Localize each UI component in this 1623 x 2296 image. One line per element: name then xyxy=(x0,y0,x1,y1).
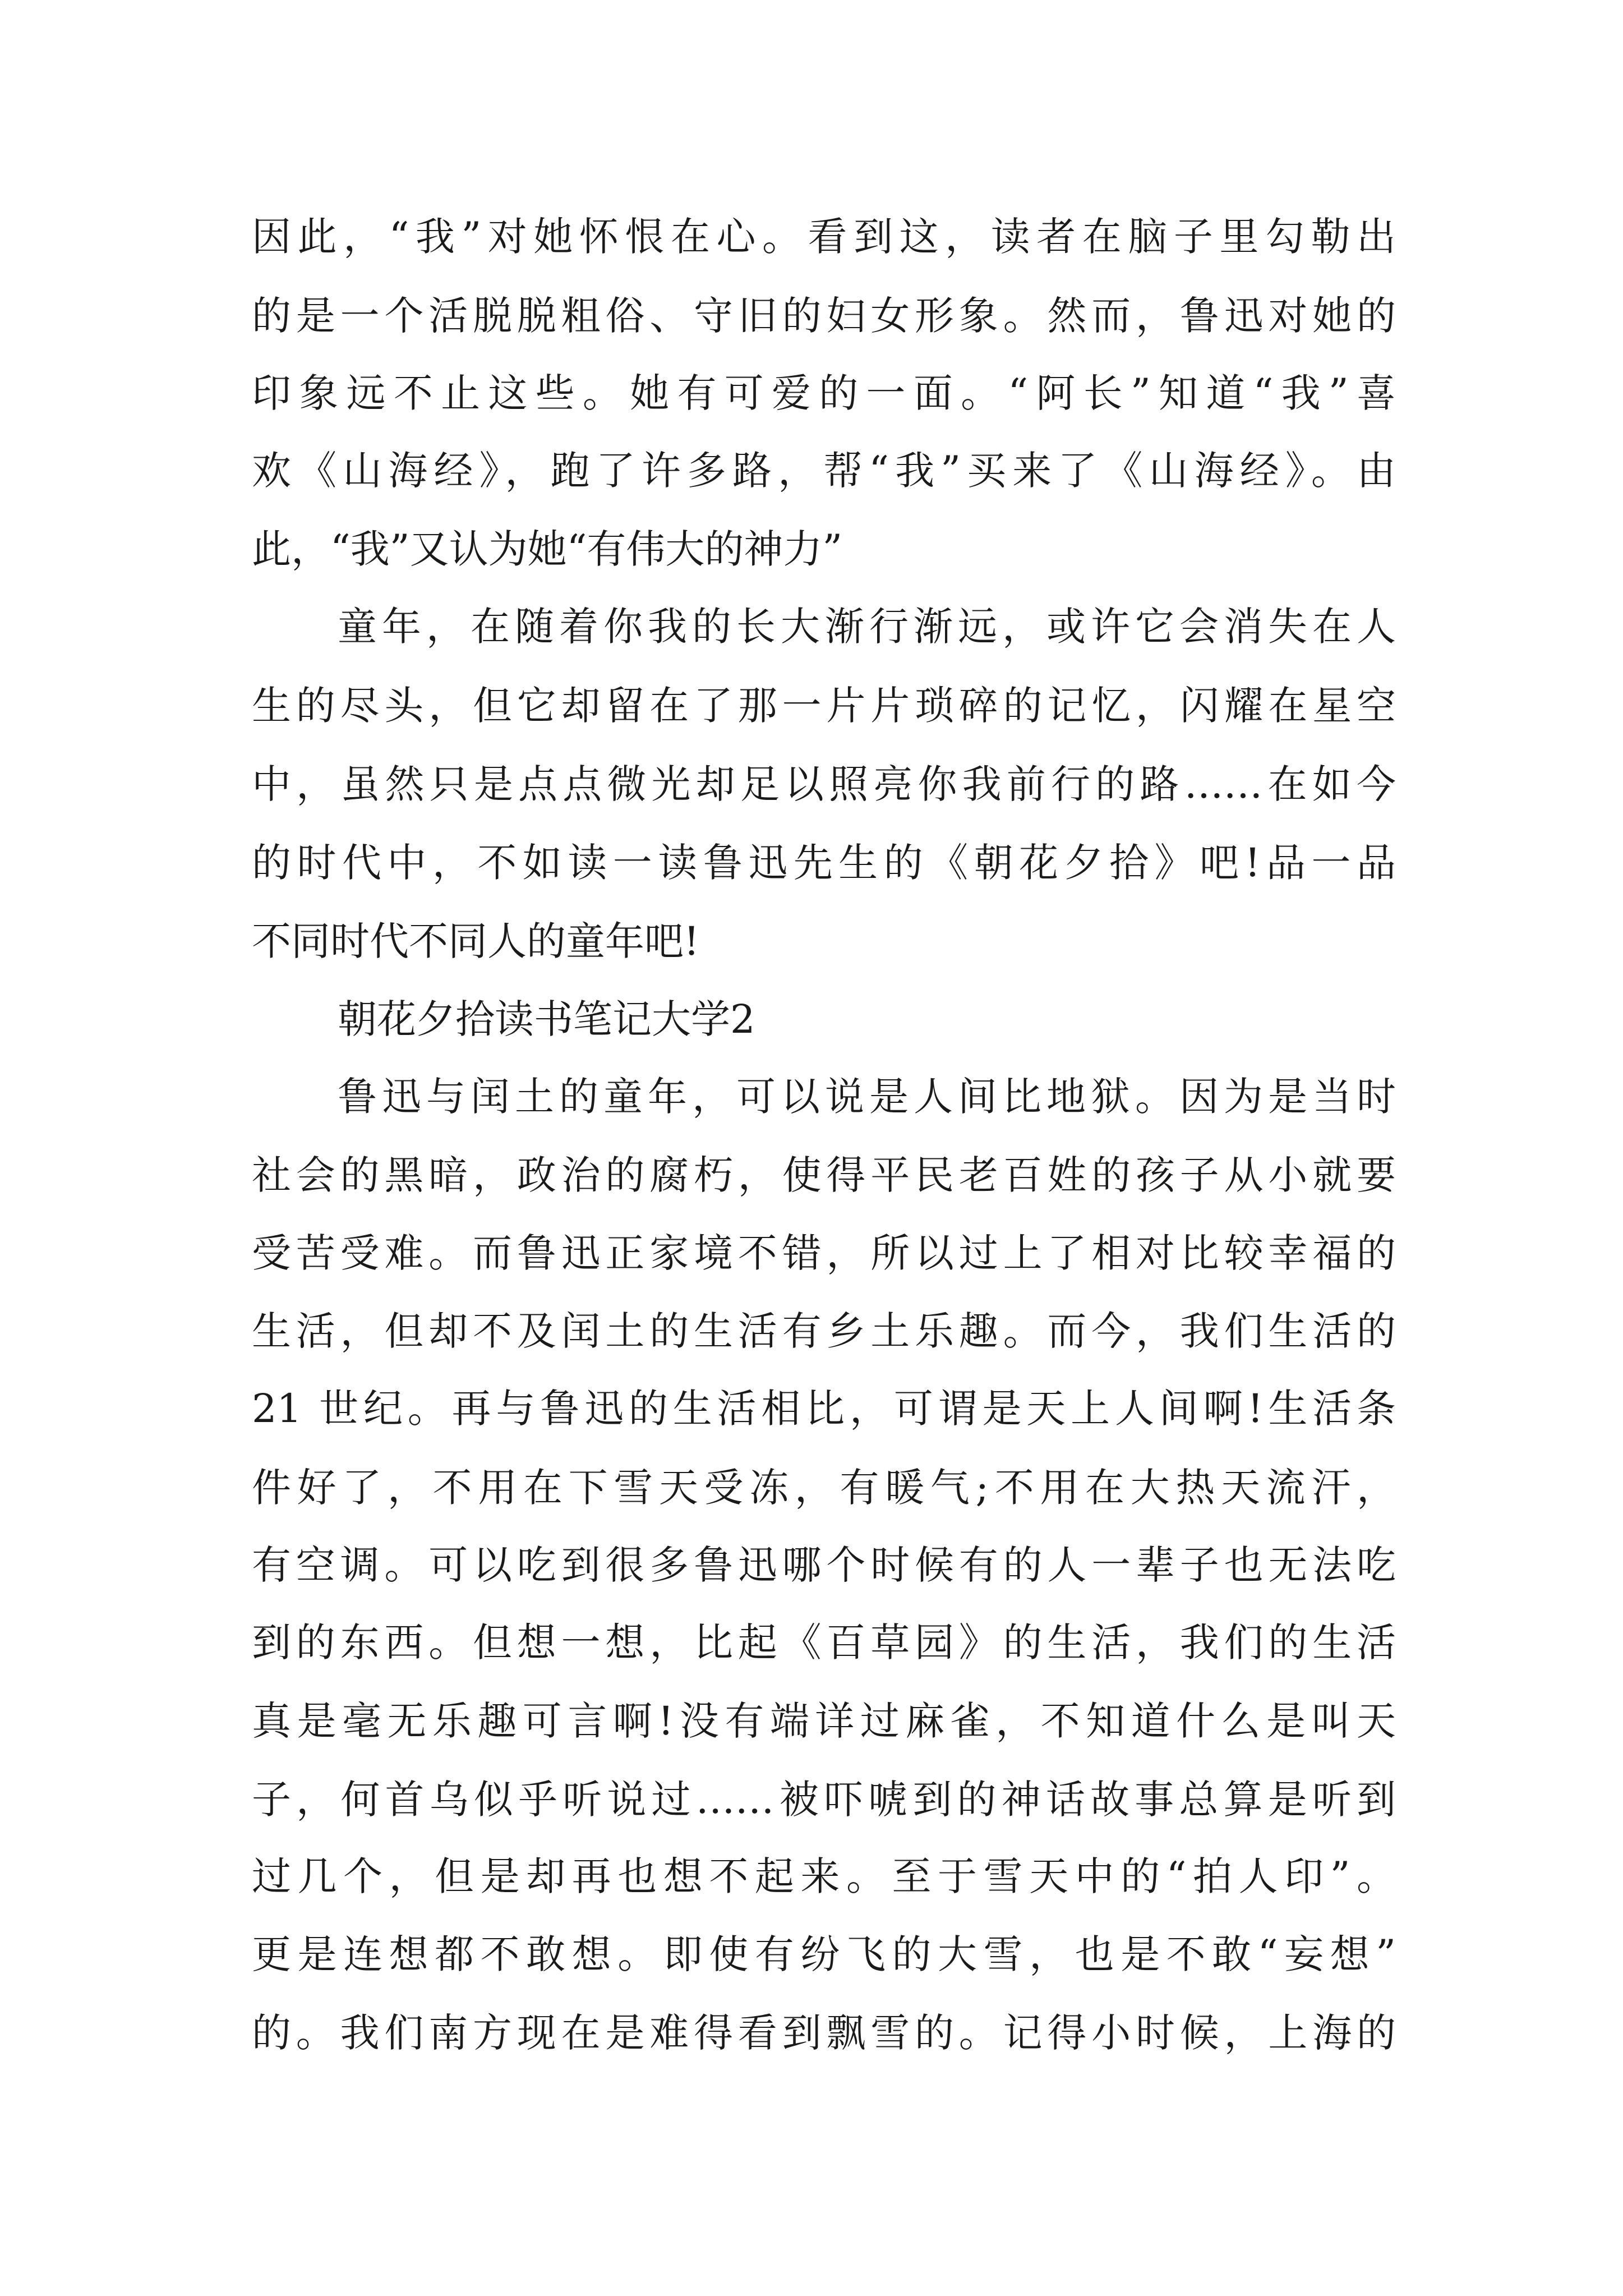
text-line: 的。我们南方现在是难得看到飘雪的。记得小时候，上海的 xyxy=(252,2010,1396,2056)
text-line: 受苦受难。而鲁迅正家境不错，所以过上了相对比较幸福的 xyxy=(252,1230,1396,1276)
text-line: 21 世纪。再与鲁迅的生活相比，可谓是天上人间啊!生活条 xyxy=(252,1386,1396,1432)
text-line: 欢《山海经》，跑了许多路，帮“我”买来了《山海经》。由 xyxy=(252,448,1396,494)
text-line: 鲁迅与闰土的童年，可以说是人间比地狱。因为是当时 xyxy=(338,1074,1396,1120)
text-line: 印象远不止这些。她有可爱的一面。“阿长”知道“我”喜 xyxy=(252,370,1396,416)
text-line: 因此，“我”对她怀恨在心。看到这，读者在脑子里勾勒出 xyxy=(252,214,1396,260)
text-line: 的时代中，不如读一读鲁迅先生的《朝花夕拾》吧!品一品 xyxy=(252,840,1396,886)
text-line: 不同时代不同人的童年吧! xyxy=(252,918,700,964)
text-line: 有空调。可以吃到很多鲁迅哪个时候有的人一辈子也无法吃 xyxy=(252,1542,1396,1588)
text-line: 到的东西。但想一想，比起《百草园》的生活，我们的生活 xyxy=(252,1619,1396,1665)
text-line: 的是一个活脱脱粗俗、守旧的妇女形象。然而，鲁迅对她的 xyxy=(252,293,1396,339)
section-heading: 朝花夕拾读书笔记大学2 xyxy=(338,996,755,1042)
text-line: 更是连想都不敢想。即使有纷飞的大雪，也是不敢“妄想” xyxy=(252,1931,1396,1977)
text-line: 生的尽头，但它却留在了那一片片琐碎的记忆，闪耀在星空 xyxy=(252,683,1396,729)
text-line: 童年，在随着你我的长大渐行渐远，或许它会消失在人 xyxy=(338,604,1396,650)
text-line: 子，何首乌似乎听说过……被吓唬到的神话故事总算是听到 xyxy=(252,1777,1396,1823)
text-line: 真是毫无乐趣可言啊!没有端详过麻雀，不知道什么是叫天 xyxy=(252,1698,1396,1744)
text-line: 生活，但却不及闰土的生活有乡土乐趣。而今，我们生活的 xyxy=(252,1308,1396,1354)
text-line: 中，虽然只是点点微光却足以照亮你我前行的路……在如今 xyxy=(252,761,1396,807)
text-line: 件好了，不用在下雪天受冻，有暖气;不用在大热天流汗， xyxy=(252,1465,1396,1511)
text-line: 过几个，但是却再也想不起来。至于雪天中的“拍人印”。 xyxy=(252,1853,1396,1899)
text-line: 此，“我”又认为她“有伟大的神力” xyxy=(252,526,843,572)
text-line: 社会的黑暗，政治的腐朽，使得平民老百姓的孩子从小就要 xyxy=(252,1152,1396,1198)
